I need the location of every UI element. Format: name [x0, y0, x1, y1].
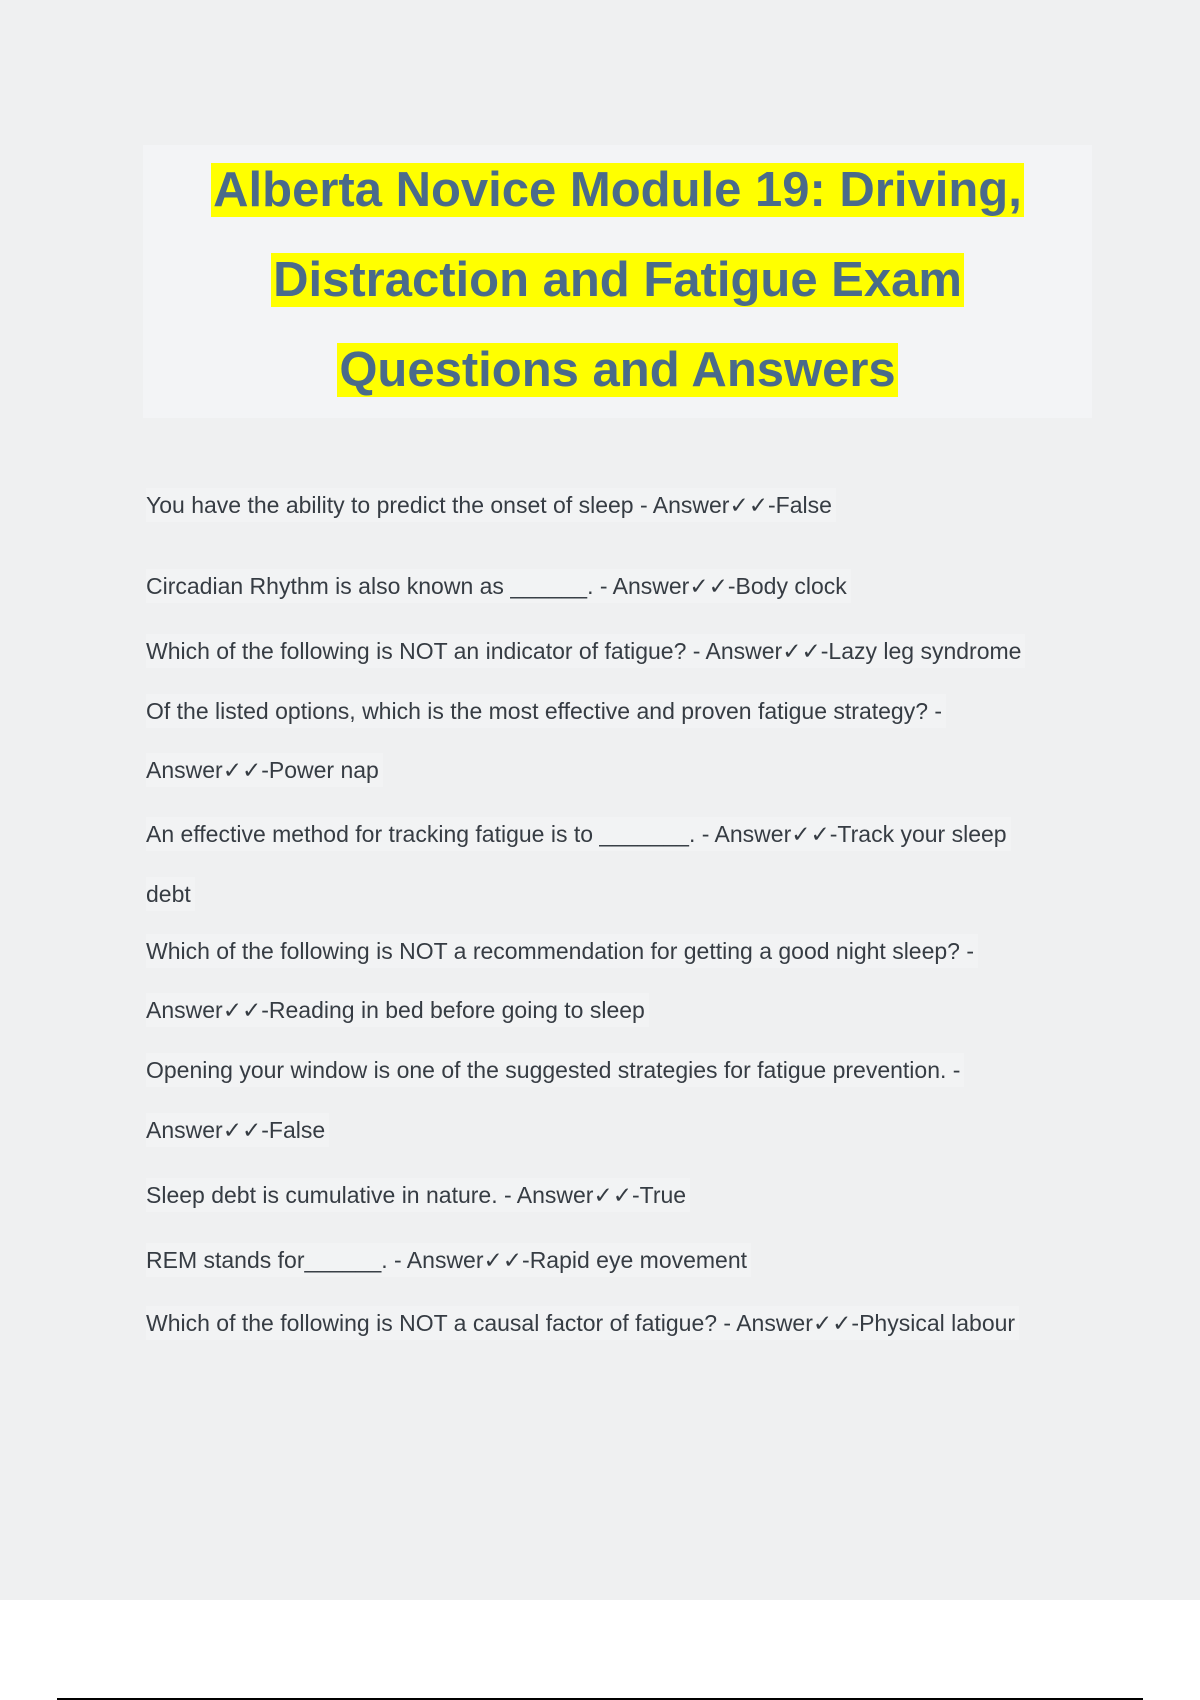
title-line-3: Questions and Answers — [339, 343, 896, 397]
qa-line-2: Circadian Rhythm is also known as ______. - Answer✓✓-Body clock — [146, 569, 851, 603]
qa-line-3: Which of the following is NOT an indicator of fatigue? - Answer✓✓-Lazy leg syndrome — [146, 634, 1025, 668]
title-line-2: Distraction and Fatigue Exam — [273, 253, 962, 307]
qa-line-13: REM stands for______. - Answer✓✓-Rapid eye movement — [146, 1243, 751, 1277]
title-line — [143, 325, 1092, 415]
qa-line-10: Opening your window is one of the suggested strategies for fatigue prevention. - — [146, 1053, 964, 1087]
title-line — [143, 145, 1092, 235]
qa-line-5: Answer✓✓-Power nap — [146, 753, 383, 787]
qa-line-7: debt — [146, 877, 195, 911]
qa-line-14: Which of the following is NOT a causal factor of fatigue? - Answer✓✓-Physical labour — [146, 1306, 1019, 1340]
qa-line-6: An effective method for tracking fatigue is to _______. - Answer✓✓-Track your sleep — [146, 817, 1011, 851]
qa-line-12: Sleep debt is cumulative in nature. - Answer✓✓-True — [146, 1178, 690, 1212]
qa-line-11: Answer✓✓-False — [146, 1113, 329, 1147]
title-block — [143, 145, 1092, 418]
qa-line-9: Answer✓✓-Reading in bed before going to sleep — [146, 993, 649, 1027]
qa-line-1: You have the ability to predict the onset of sleep - Answer✓✓-False — [146, 488, 836, 522]
title-line — [143, 235, 1092, 325]
qa-line-8: Which of the following is NOT a recommendation for getting a good night sleep? - — [146, 934, 978, 968]
title-line-1: Alberta Novice Module 19: Driving, — [213, 163, 1022, 217]
qa-line-4: Of the listed options, which is the most effective and proven fatigue strategy? - — [146, 694, 946, 728]
